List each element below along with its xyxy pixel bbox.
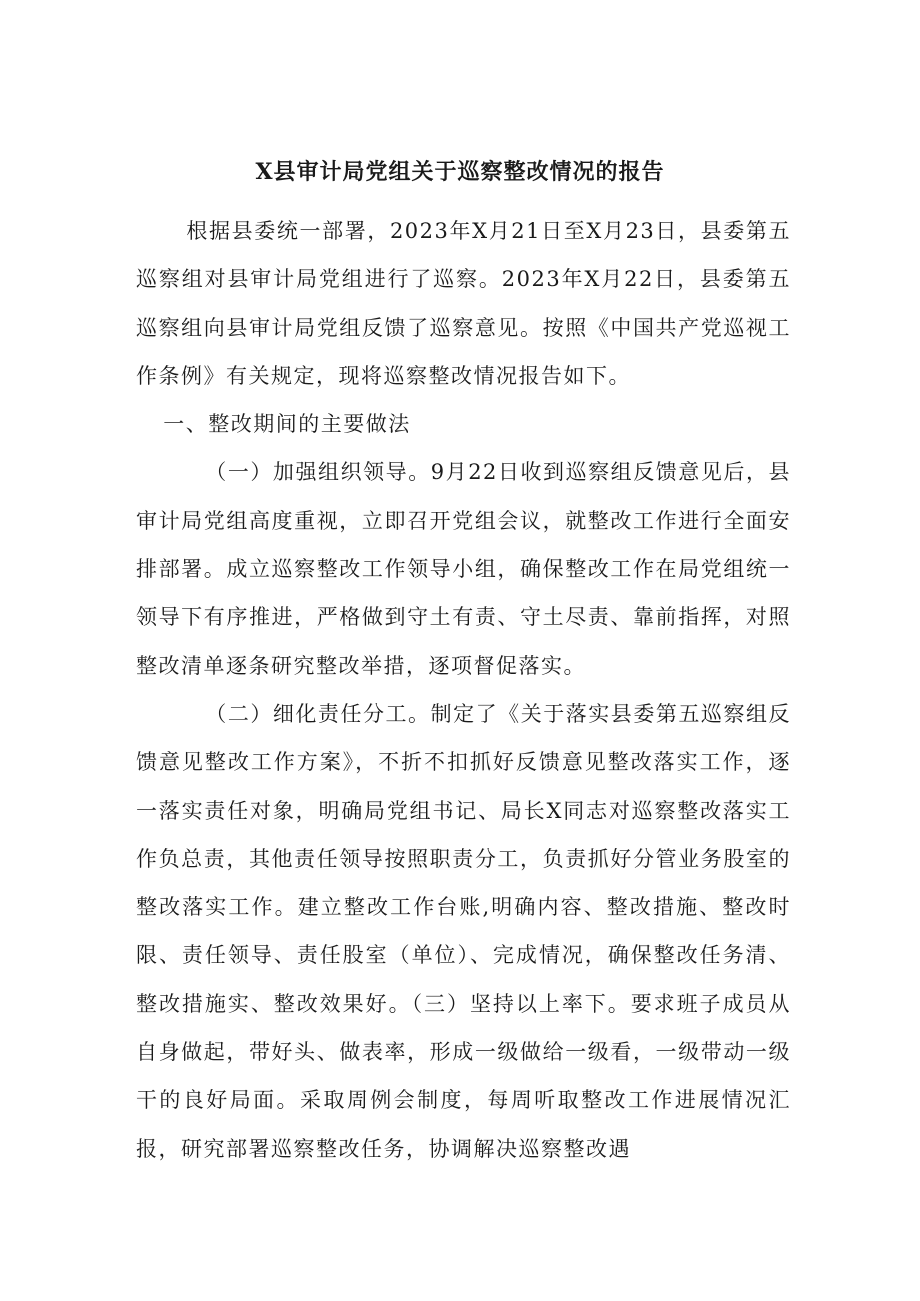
paragraph-organization-leadership: （一）加强组织领导。9月22日收到巡察组反馈意见后，县审计局党组高度重视，立即召开党组会议，就整改工作进行全面安排部署。成立巡察整改工作领导小组，确保整改工作在局党组统一领导下有序推进，严格做到守土有责、守土尽责、靠前指挥，对照整改清单逐条研究整改举措，逐项督促落实。 <box>136 460 791 678</box>
document-title: X县审计局党组关于巡察整改情况的报告 <box>255 159 665 185</box>
document-body <box>136 207 791 1173</box>
paragraph-responsibility-division: （二）细化责任分工。制定了《关于落实县委第五巡察组反馈意见整改工作方案》，不折不扣抓好反馈意见整改落实工作，逐一落实责任对象，明确局党组书记、局长X同志对巡察整改落实工作负总责，其他责任领导按照职责分工，负责抓好分管业务股室的整改落实工作。建立整改工作台账,明确内容、整改措施、整改时限、责任领导、责任股室（单位）、完成情况，确保整改任务清、整改措施实、整改效果好。（三）坚持以上率下。要求班子成员从自身做起，带好头、做表率，形成一级做给一级看，一级带动一级干的良好局面。采取周例会制度，每周听取整改工作进展情况汇报，研究部署巡察整改任务，协调解决巡察整改遇 <box>136 701 791 1161</box>
section-heading: 一、整改期间的主要做法 <box>163 412 411 437</box>
paragraph-intro: 根据县委统一部署，2023年X月21日至X月23日，县委第五巡察组对县审计局党组进行了巡察。2023年X月22日，县委第五巡察组向县审计局党组反馈了巡察意见。按照《中国共产党巡视工作条例》有关规定，现将巡察整改情况报告如下。 <box>136 219 791 388</box>
